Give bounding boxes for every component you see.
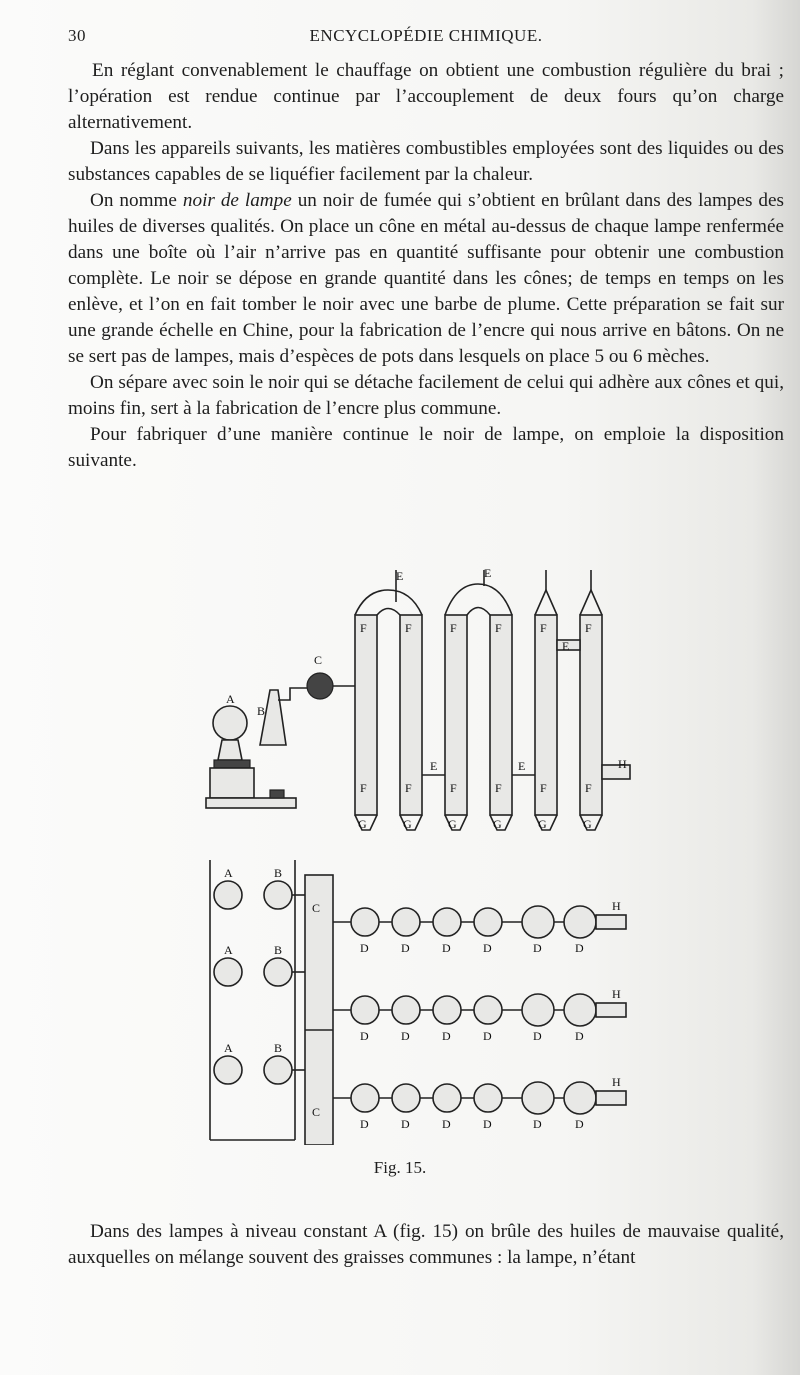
label-a: A xyxy=(224,866,233,880)
label-g: G xyxy=(358,817,367,831)
label-f: F xyxy=(360,621,367,635)
figure-caption: Fig. 15. xyxy=(373,1158,427,1177)
running-header xyxy=(68,26,784,52)
page-number: 30 xyxy=(68,26,86,45)
label-e: E xyxy=(518,759,526,773)
figure-15 xyxy=(200,560,640,1145)
label-a: A xyxy=(224,1041,233,1055)
label-h: H xyxy=(612,899,621,913)
term-emphasis: noir de lampe xyxy=(182,190,292,211)
label-d: D xyxy=(442,1117,451,1131)
label-c: C xyxy=(312,901,321,915)
paragraph: On sépare avec soin le noir qui se détache facilement de celui qui adhère aux cônes et qui, moins fin, sert à la fabrication de l’encre plus commune. xyxy=(68,372,784,419)
label-d: D xyxy=(575,1029,584,1043)
label-g: G xyxy=(538,817,547,831)
label-f: F xyxy=(405,621,412,635)
label-f: F xyxy=(450,621,457,635)
label-e: E xyxy=(484,566,492,580)
plan-view xyxy=(210,860,626,1145)
paragraph-text: un noir de fumée qui s’obtient en brûlant dans des lampes des huiles de diverses qualités. On place un cône en métal au-dessus de chaque lampe renfermée dans une boîte où l’air n’arrive pas en quantité suffisante pour obtenir une combustion complète. Le noir se dépose en grande quantité dans les cônes; de temps en temps on les enlève, et l’on en fait tomber le noir avec une barbe de plume. Cette préparation se fait sur une grande échelle en Chine, pour la fabrication de l’encre qui nous arrive en bâtons. On ne se sert pas de lampes, mais d’espèces de pots dans lesquels on place 5 ou 6 mèches. xyxy=(68,190,784,367)
label-d: D xyxy=(533,1117,542,1131)
label-d: D xyxy=(575,1117,584,1131)
label-f: F xyxy=(585,781,592,795)
label-a: A xyxy=(226,692,235,706)
label-b: B xyxy=(274,1041,283,1055)
label-d: D xyxy=(483,1117,492,1131)
label-d: D xyxy=(483,941,492,955)
label-d: D xyxy=(533,1029,542,1043)
label-d: D xyxy=(360,1117,369,1131)
label-b: B xyxy=(257,704,266,718)
label-f: F xyxy=(360,781,367,795)
paragraph: Dans les appareils suivants, les matières combustibles employées sont des liquides ou des substances capables de se liquéfier facilement par la chaleur. xyxy=(68,138,784,185)
label-h: H xyxy=(618,757,627,771)
paragraph xyxy=(68,188,784,370)
label-d: D xyxy=(483,1029,492,1043)
running-title: ENCYCLOPÉDIE CHIMIQUE. xyxy=(309,26,543,45)
apparatus-illustration xyxy=(200,560,640,1145)
label-g: G xyxy=(403,817,412,831)
label-f: F xyxy=(495,781,502,795)
paragraph-text: On nomme xyxy=(90,190,183,211)
label-g: G xyxy=(448,817,457,831)
paragraph: En réglant convenablement le chauffage on obtient une combustion régulière du brai ; l’opération est rendue continue par l’accouplement de deux fours qu’on charge alternativement. xyxy=(68,60,784,133)
body-text xyxy=(68,58,784,474)
label-d: D xyxy=(401,1029,410,1043)
label-d: D xyxy=(442,1029,451,1043)
label-f: F xyxy=(405,781,412,795)
label-g: G xyxy=(493,817,502,831)
label-d: D xyxy=(401,941,410,955)
label-d: D xyxy=(401,1117,410,1131)
label-c: C xyxy=(314,653,323,667)
label-f: F xyxy=(450,781,457,795)
label-e: E xyxy=(396,569,404,583)
label-h: H xyxy=(612,987,621,1001)
label-d: D xyxy=(533,941,542,955)
label-f: F xyxy=(540,781,547,795)
label-f: F xyxy=(540,621,547,635)
paragraph: Dans des lampes à niveau constant A (fig. 15) on brûle des huiles de mauvaise qualité, auxquelles on mélange souvent des graisses communes : la lampe, n’étant xyxy=(68,1221,784,1268)
label-b: B xyxy=(274,866,283,880)
label-c: C xyxy=(312,1105,321,1119)
label-e: E xyxy=(430,759,438,773)
fan-c xyxy=(307,673,333,699)
label-d: D xyxy=(360,941,369,955)
label-g: G xyxy=(583,817,592,831)
label-f: F xyxy=(585,621,592,635)
paragraph: Pour fabriquer d’une manière continue le noir de lampe, on emploie la disposition suivante. xyxy=(68,424,784,471)
label-d: D xyxy=(360,1029,369,1043)
label-b: B xyxy=(274,943,283,957)
label-d: D xyxy=(575,941,584,955)
label-e: E xyxy=(562,639,570,653)
body-text-continued xyxy=(68,1219,784,1271)
label-a: A xyxy=(224,943,233,957)
label-f: F xyxy=(495,621,502,635)
label-d: D xyxy=(442,941,451,955)
label-h: H xyxy=(612,1075,621,1089)
